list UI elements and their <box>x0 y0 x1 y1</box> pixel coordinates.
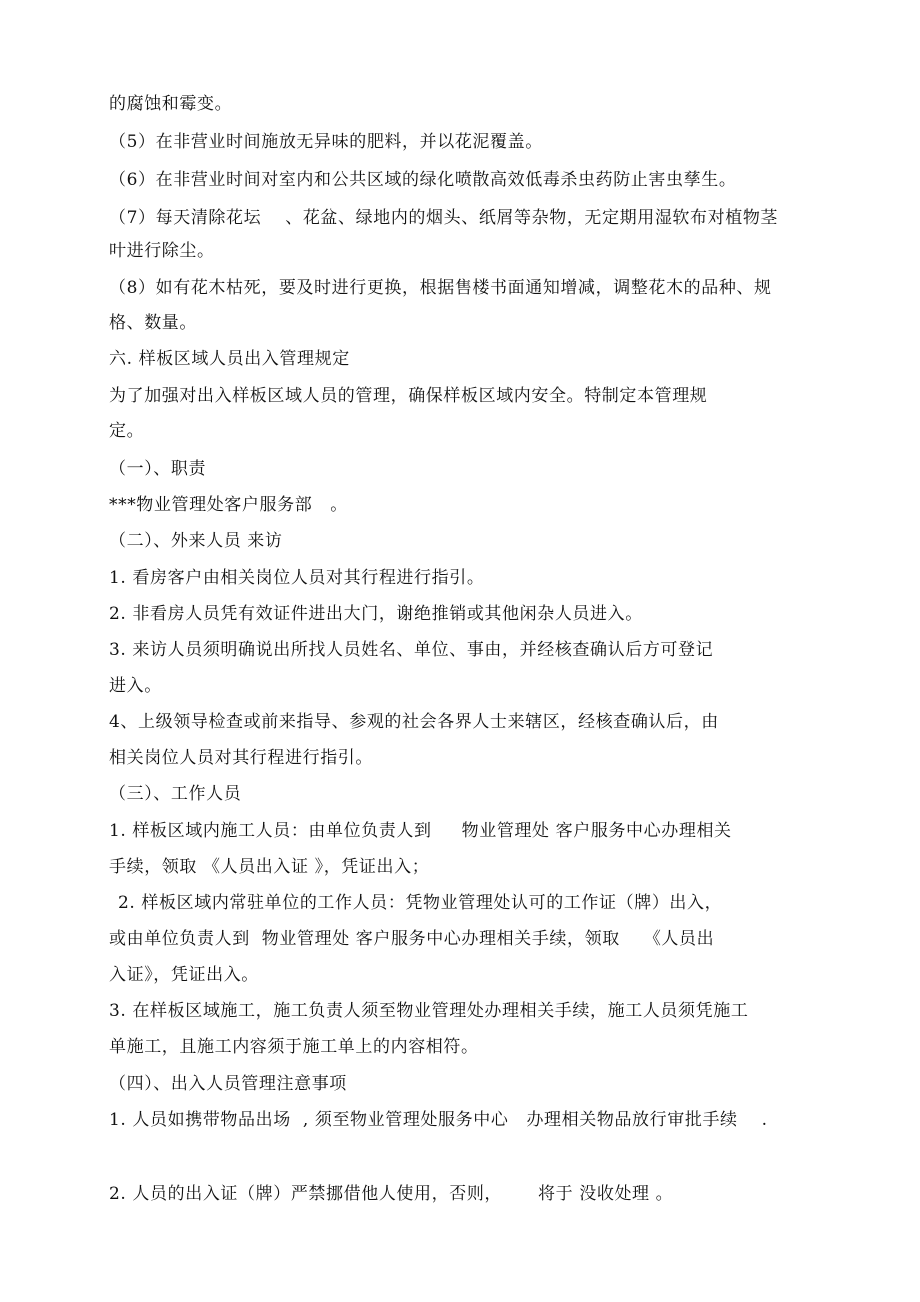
text-line: 的腐蚀和霉变。 <box>109 94 233 114</box>
text-line: 1. 样板区域内施工人员：由单位负责人到 物业管理处 客户服务中心办理相关 <box>109 821 732 841</box>
subsection-heading: （一）、职责 <box>109 459 207 479</box>
text-line: 4、上级领导检查或前来指导、参观的社会各界人士来辖区，经核查确认后，由 <box>109 712 719 732</box>
text-line: 叶进行除尘。 <box>109 241 215 261</box>
text-line: 1. 看房客户由相关岗位人员对其行程进行指引。 <box>109 568 485 588</box>
text-line: 3. 在样板区域施工，施工负责人须至物业管理处办理相关手续，施工人员须凭施工 <box>109 1001 749 1021</box>
text-line: 定。 <box>109 421 145 441</box>
text-line: 进入。 <box>109 676 162 696</box>
text-line: 1. 人员如携带物品出场 , 须至物业管理处服务中心 办理相关物品放行审批手续 . <box>109 1110 768 1130</box>
text-line: 入证》，凭证出入。 <box>109 965 259 985</box>
text-line: 或由单位负责人到 物业管理处 客户服务中心办理相关手续，领取 《人员出 <box>109 929 715 949</box>
text-line: （7）每天清除花坛 、花盆、绿地内的烟头、纸屑等杂物，无定期用湿软布对植物茎 <box>109 208 779 228</box>
text-line: 格、数量。 <box>109 313 197 333</box>
text-line: （8）如有花木枯死，要及时进行更换，根据售楼书面通知增减，调整花木的品种、规 <box>109 278 772 298</box>
text-line: （5）在非营业时间施放无异味的肥料，并以花泥覆盖。 <box>109 132 543 152</box>
text-line: （6）在非营业时间对室内和公共区域的绿化喷散高效低毒杀虫药防止害虫孳生。 <box>109 170 737 190</box>
text-line: 手续，领取 《人员出入证 》，凭证出入； <box>109 857 430 877</box>
text-line: 相关岗位人员对其行程进行指引。 <box>109 748 373 768</box>
text-line: 单施工，且施工内容须于施工单上的内容相符。 <box>109 1037 479 1057</box>
subsection-heading: （四）、出入人员管理注意事项 <box>109 1074 347 1094</box>
subsection-heading: （三）、工作人员 <box>109 784 242 804</box>
text-line: 2. 样板区域内常驻单位的工作人员：凭物业管理处认可的工作证（牌）出入， <box>118 893 723 913</box>
text-line: 为了加强对出入样板区域人员的管理，确保样板区域内安全。特制定本管理规 <box>109 386 708 406</box>
text-line: 3. 来访人员须明确说出所找人员姓名、单位、事由，并经核查确认后方可登记 <box>109 640 714 660</box>
text-line: 2. 非看房人员凭有效证件进出大门，谢绝推销或其他闲杂人员进入。 <box>109 604 643 624</box>
text-line: ***物业管理处客户服务部 。 <box>109 495 348 515</box>
text-line: 2. 人员的出入证（牌）严禁挪借他人使用，否则， 将于 没收处理 。 <box>109 1184 674 1204</box>
section-heading: 六. 样板区域人员出入管理规定 <box>109 349 350 369</box>
subsection-heading: （二）、外来人员 来访 <box>109 531 283 551</box>
